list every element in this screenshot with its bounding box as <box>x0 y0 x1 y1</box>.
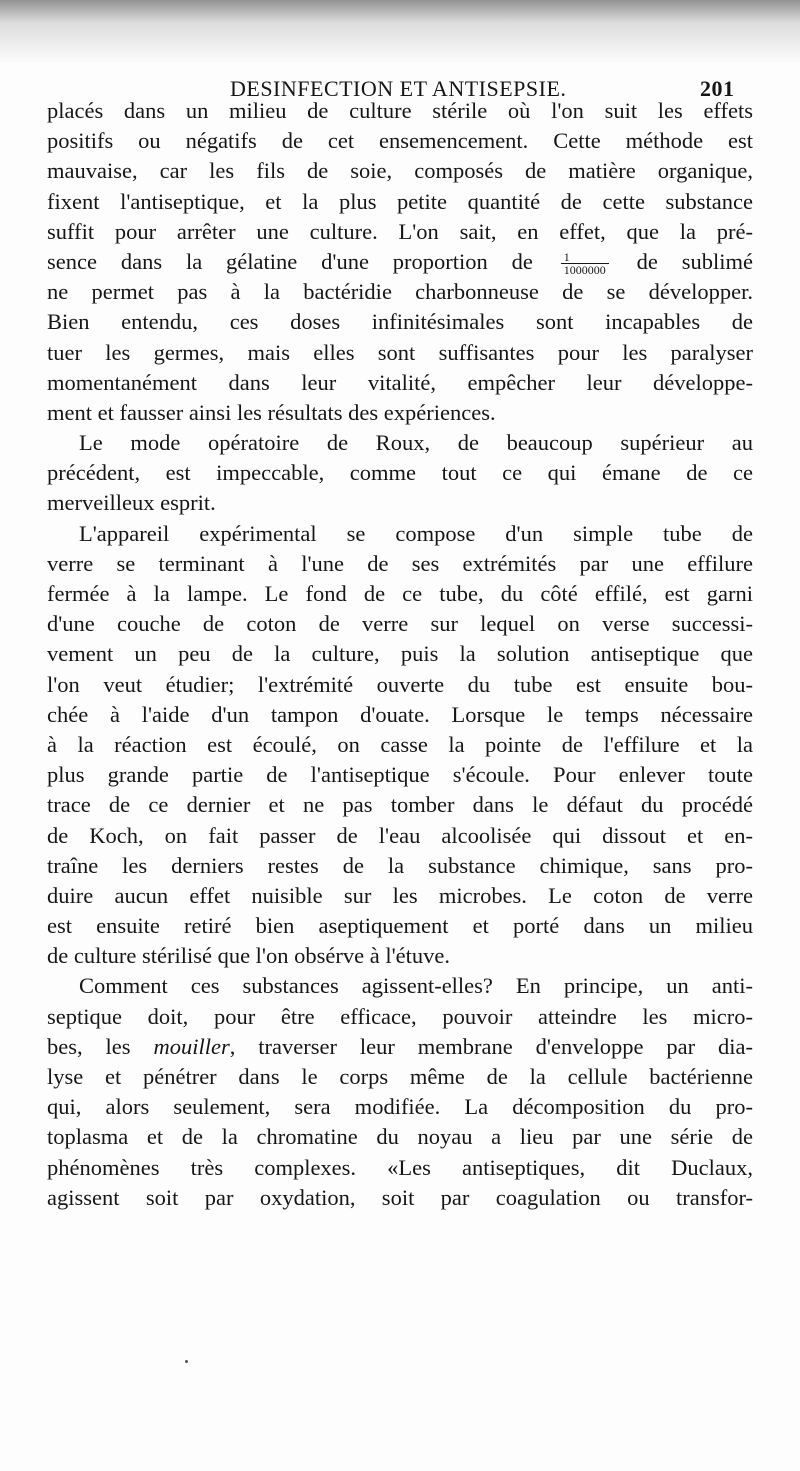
text-line: fixent l'antiseptique, et la plus petite quantité de cette substance <box>47 188 753 214</box>
text-line: phénomènes très complexes. «Les antiseptiques, dit Duclaux, <box>47 1154 753 1180</box>
text-line: positifs ou négatifs de cet ensemencement. Cette méthode est <box>47 128 753 154</box>
text-segment: bes, les <box>47 1033 131 1059</box>
text-line: vement un peu de la culture, puis la solution antiseptique que <box>47 641 753 667</box>
text-line: placés dans un milieu de culture stérile où l'on suit les effets <box>47 98 753 123</box>
fraction-numerator: 1 <box>561 251 609 264</box>
text-line: toplasma et de la chromatine du noyau a lieu par une série de <box>47 1124 753 1150</box>
text-line: lyse et pénétrer dans le corps même de la cellule bactérienne <box>47 1064 753 1089</box>
text-line: ment et fausser ainsi les résultats des expériences. <box>47 399 496 425</box>
text-line: septique doit, pour être efficace, pouvoir atteindre les micro- <box>47 1003 753 1029</box>
text-line: verre se terminant à l'une de ses extrémités par une effilure <box>47 550 753 576</box>
text-line: ne permet pas à la bactéridie charbonneuse de se développer. <box>47 279 753 305</box>
text-line: traîne les derniers restes de la substance chimique, sans pro- <box>47 852 753 878</box>
text-line: agissent soit par oxydation, soit par coagulation ou transfor- <box>47 1184 753 1210</box>
print-speck <box>185 1360 188 1363</box>
text-line: momentanément dans leur vitalité, empêcher leur développe- <box>47 369 753 395</box>
text-line: qui, alors seulement, sera modifiée. La décomposition du pro- <box>47 1094 753 1120</box>
italic-word: mouiller <box>153 1033 230 1059</box>
text-line: Le mode opératoire de Roux, de beaucoup supérieur au <box>79 430 753 456</box>
body-text <box>47 96 753 1213</box>
text-line: l'on veut étudier; l'extrémité ouverte du tube est ensuite bou- <box>47 671 753 697</box>
text-segment: sence dans la gélatine d'une proportion de <box>47 248 533 274</box>
text-line: à la réaction est écoulé, on casse la pointe de l'effilure et la <box>47 731 753 757</box>
text-line-with-fraction <box>47 247 753 277</box>
text-line: merveilleux esprit. <box>47 490 216 516</box>
text-line: Bien entendu, ces doses infinitésimales sont incapables de <box>47 309 753 335</box>
text-line: Comment ces substances agissent-elles? En principe, un anti- <box>79 973 753 999</box>
text-line: mauvaise, car les fils de soie, composés de matière organique, <box>47 158 753 184</box>
text-line: duire aucun effet nuisible sur les microbes. Le coton de verre <box>47 882 753 908</box>
text-line: d'une couche de coton de verre sur lequel on verse successi- <box>47 611 753 637</box>
text-line: trace de ce dernier et ne pas tomber dans le défaut du procédé <box>47 792 753 818</box>
page-number: 201 <box>700 76 735 101</box>
running-title: DESINFECTION ET ANTISEPSIE. <box>230 76 567 101</box>
text-line: chée à l'aide d'un tampon d'ouate. Lorsque le temps nécessaire <box>47 701 753 727</box>
text-line-with-italic <box>47 1032 753 1062</box>
text-line: suffit pour arrêter une culture. L'on sait, en effet, que la pré- <box>47 218 753 244</box>
text-segment: de sublimé <box>636 248 753 274</box>
text-line: tuer les germes, mais elles sont suffisantes pour les paralyser <box>47 339 753 365</box>
scan-edge-shadow <box>0 0 800 64</box>
text-line: fermée à la lampe. Le fond de ce tube, du côté effilé, est garni <box>47 581 753 606</box>
fraction <box>561 251 609 276</box>
text-line: est ensuite retiré bien aseptiquement et porté dans un milieu <box>47 913 753 939</box>
text-segment: , traverser leur membrane d'enveloppe par dia- <box>229 1033 753 1059</box>
text-line: L'appareil expérimental se compose d'un simple tube de <box>79 520 753 546</box>
fraction-denominator: 1000000 <box>563 263 606 278</box>
text-line: de Koch, on fait passer de l'eau alcoolisée qui dissout et en- <box>47 822 753 848</box>
text-line: de culture stérilisé que l'on obsérve à l'étuve. <box>47 943 450 969</box>
text-line: plus grande partie de l'antiseptique s'écoule. Pour enlever toute <box>47 762 753 788</box>
text-line: précédent, est impeccable, comme tout ce qui émane de ce <box>47 460 753 486</box>
